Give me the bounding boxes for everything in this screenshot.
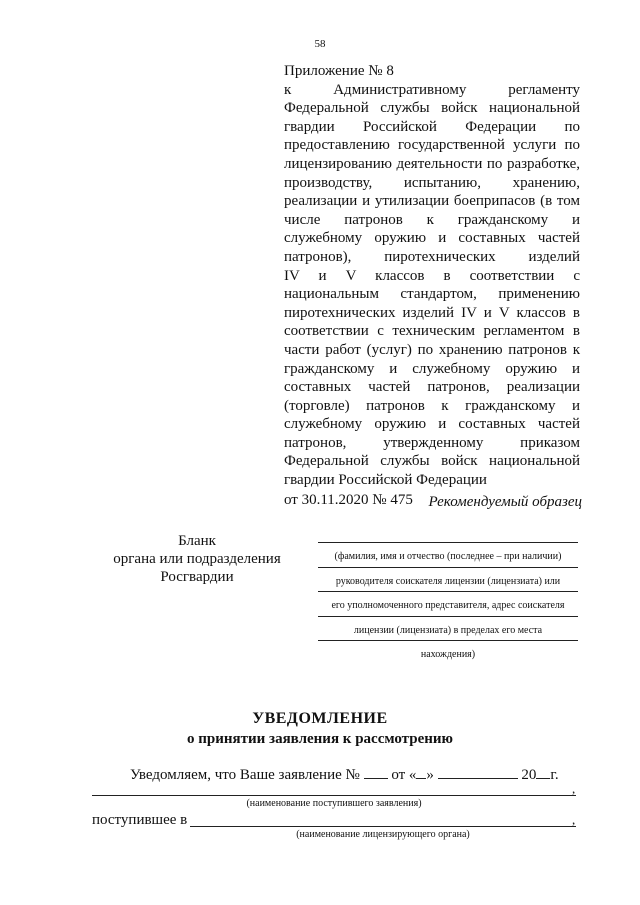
fill-line [318, 591, 578, 592]
letterhead-line: органа или подразделения [113, 551, 281, 567]
notify-from: от « [391, 767, 417, 783]
applicant-field[interactable] [318, 616, 578, 641]
sample-label: Рекомендуемый образец [428, 494, 582, 510]
appendix-line: гражданскому и служебному оружию и [284, 360, 580, 377]
applicant-field[interactable] [318, 567, 578, 592]
appendix-line: числе патронов к гражданскому и [284, 211, 580, 228]
appendix-line: соответствии с техническим регламентом в [284, 323, 580, 340]
appendix-block [284, 62, 580, 509]
applicant-field[interactable] [318, 640, 578, 665]
year-prefix: 20 [521, 767, 537, 783]
fill-line [318, 640, 578, 641]
notice-title: УВЕДОМЛЕНИЕ [252, 710, 388, 727]
appendix-line: патронов), пиротехнических изделий [284, 248, 580, 265]
appendix-line: служебному оружию и составных частей [284, 230, 580, 247]
appendix-line: Федеральной службы войск национальной [284, 453, 580, 470]
quote-close: » [426, 767, 434, 783]
notice-subtitle: о принятии заявления к рассмотрению [187, 731, 453, 747]
authority-name-caption: (наименование лицензирующего органа) [296, 829, 470, 840]
field-caption: руководителя соискателя лицензии (лицензиата) или [335, 575, 561, 587]
fill-line [318, 542, 578, 543]
appendix-line: пиротехнических изделий IV и V классов в [284, 304, 580, 321]
appendix-date-line: от 30.11.2020 № 475 [284, 491, 413, 508]
appendix-line: (торговле) патронов к гражданскому и [284, 397, 580, 414]
fill-line [318, 567, 578, 568]
year-suffix: г. [550, 767, 559, 783]
page-number: 58 [314, 38, 326, 50]
appendix-heading: Приложение № 8 [284, 63, 394, 79]
appendix-line: к Административному регламенту [284, 81, 580, 98]
appendix-line: предоставлению государственной услуги по [284, 137, 580, 154]
application-name-caption: (наименование поступившего заявления) [246, 798, 422, 809]
comma: , [572, 781, 576, 796]
appendix-line: гвардии Российской Федерации [284, 472, 487, 489]
appendix-line: IV и V классов в соответствии с [284, 267, 580, 284]
received-label: поступившее в [92, 812, 188, 828]
notify-sentence [130, 764, 559, 784]
appendix-line: части работ (услуг) по хранению патронов к [284, 341, 580, 358]
appendix-line: Федеральной службы войск национальной [284, 100, 580, 117]
notify-prefix: Уведомляем, что Ваше заявление № [130, 767, 360, 783]
year-blank[interactable] [536, 764, 550, 779]
field-caption: лицензии (лицензиата) в пределах его места [353, 624, 543, 636]
letterhead-placeholder [102, 532, 292, 586]
appendix-line: национальным стандартом, применению [284, 286, 580, 303]
authority-name-line[interactable] [190, 826, 576, 827]
field-caption: нахождения) [420, 649, 476, 660]
applicant-field[interactable] [318, 591, 578, 616]
appendix-line: лицензированию деятельности по разработке, [284, 155, 580, 172]
appendix-line: гвардии Российской Федерации по [284, 118, 580, 135]
appendix-line: производству, испытанию, хранению, [284, 174, 580, 191]
application-name-line[interactable] [92, 795, 576, 796]
day-blank[interactable] [416, 764, 426, 779]
month-blank[interactable] [438, 764, 518, 779]
appendix-line: реализации и утилизации боеприпасов (в том [284, 193, 580, 210]
field-caption: (фамилия, имя и отчество (последнее – при наличии) [334, 551, 562, 562]
applicant-field[interactable] [318, 542, 578, 567]
appendix-line: служебному оружию и составных частей [284, 416, 580, 433]
letterhead-line: Бланк [178, 533, 216, 549]
field-caption: его уполномоченного представителя, адрес соискателя [331, 600, 565, 611]
application-number-blank[interactable] [364, 764, 388, 779]
fill-line [318, 616, 578, 617]
letterhead-line: Росгвардии [160, 569, 234, 585]
appendix-line: составных частей патронов, реализации [284, 379, 580, 396]
applicant-fields [318, 542, 578, 665]
appendix-line: патронов, утвержденному приказом [284, 434, 580, 451]
comma: , [572, 812, 576, 827]
